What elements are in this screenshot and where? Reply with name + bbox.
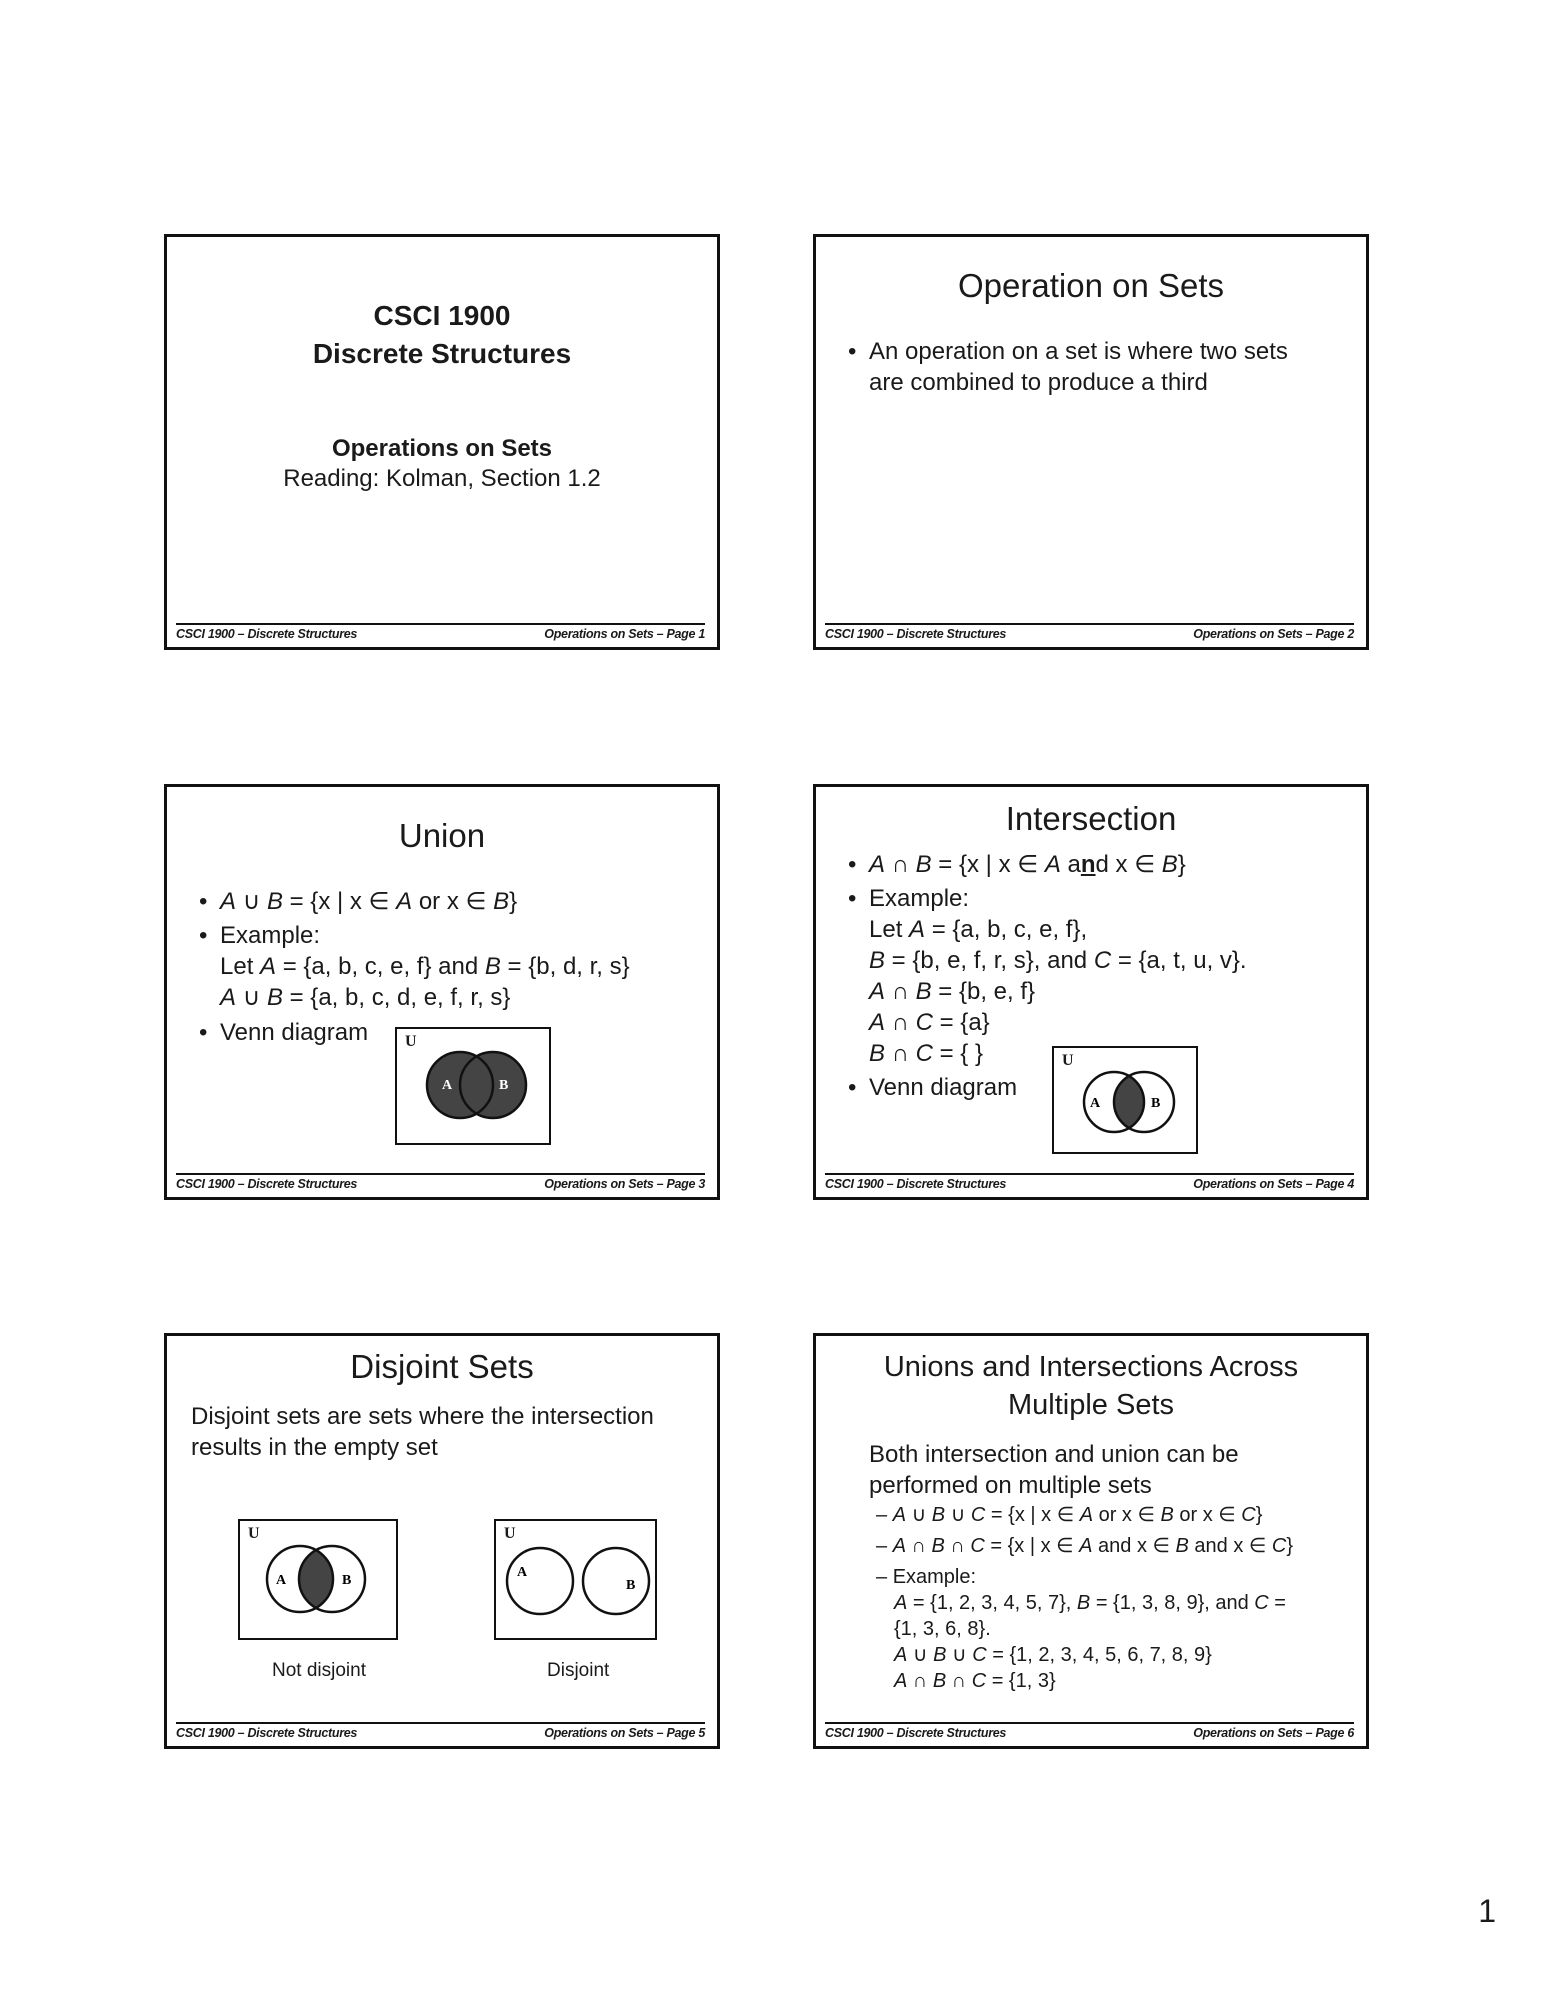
- slide-title: Operation on Sets: [958, 267, 1224, 304]
- svg-text:B: B: [626, 1578, 636, 1593]
- venn-union: U A B: [395, 1027, 551, 1145]
- union-definition: – A ∪ B ∪ C = {x | x ∈ A or x ∈ B or x ∈ C}: [876, 1504, 1263, 1526]
- bullet-venn: • Venn diagram: [199, 1019, 369, 1046]
- example-line-2: B = {b, e, f, r, s}, and C = {a, t, u, v}.: [869, 947, 1247, 974]
- reading-text: Reading: Kolman, Section 1.2: [283, 465, 601, 492]
- svg-text:A: A: [276, 1573, 287, 1588]
- svg-text:A: A: [517, 1565, 528, 1580]
- example-line-5: B ∩ C = { }: [869, 1040, 984, 1067]
- venn-overlap-diagram: [240, 1521, 400, 1642]
- venn-not-disjoint: U A B: [238, 1519, 398, 1640]
- example-line: Let A = {a, b, c, e, f} and B = {b, d, r, s}: [220, 953, 630, 980]
- example-sets-c: {1, 3, 6, 8}.: [894, 1618, 991, 1640]
- example-line-4: A ∩ C = {a}: [869, 1009, 990, 1036]
- bullet: • An operation on a set is where two sets are combined to produce a third: [848, 338, 1288, 396]
- slide-title: CSCI 1900 Discrete Structures: [312, 300, 572, 369]
- svg-text:B: B: [499, 1078, 509, 1093]
- venn-intersection-diagram: [1054, 1048, 1200, 1156]
- venn-disjoint-diagram: [496, 1521, 659, 1642]
- slide-footer: CSCI 1900 – Discrete Structures Operations on Sets – Page 1: [176, 623, 705, 641]
- venn-disjoint: U A B: [494, 1519, 657, 1640]
- slide-footer: CSCI 1900 – Discrete Structures Operations on Sets – Page 3: [176, 1173, 705, 1191]
- venn-intersection: U A B: [1052, 1046, 1198, 1154]
- slide-subtitle: Operations on Sets: [331, 435, 553, 462]
- slide-title: Intersection: [1005, 800, 1177, 837]
- slide-footer: CSCI 1900 – Discrete Structures Operations on Sets – Page 6: [825, 1722, 1354, 1740]
- union-result: A ∪ B ∪ C = {1, 2, 3, 4, 5, 6, 7, 8, 9}: [894, 1644, 1212, 1666]
- example-result: A ∪ B = {a, b, c, d, e, f, r, s}: [220, 984, 511, 1011]
- bullet-venn: • Venn diagram: [848, 1074, 1018, 1101]
- page-number: 1: [1478, 1893, 1496, 1929]
- slide-2: [813, 234, 1369, 650]
- example-sets: A = {1, 2, 3, 4, 5, 7}, B = {1, 3, 8, 9}, and C =: [894, 1592, 1286, 1614]
- bullet-example: • Example:: [848, 885, 970, 912]
- caption-not-disjoint: Not disjoint: [272, 1660, 366, 1681]
- bullet-example: • Example:: [199, 922, 321, 949]
- svg-text:A: A: [1090, 1096, 1101, 1111]
- slide-5: [164, 1333, 720, 1749]
- example-line-3: A ∩ B = {b, e, f}: [869, 978, 1036, 1005]
- svg-text:B: B: [1151, 1096, 1161, 1111]
- intersection-definition: – A ∩ B ∩ C = {x | x ∈ A and x ∈ B and x ∈ C}: [876, 1535, 1294, 1557]
- example-line-1: Let A = {a, b, c, e, f},: [869, 916, 1088, 943]
- slide-footer: CSCI 1900 – Discrete Structures Operations on Sets – Page 5: [176, 1722, 705, 1740]
- bullet-intersection-def: • A ∩ B = {x | x ∈ A and x ∈ B}: [848, 851, 1186, 878]
- venn-union-diagram: [397, 1029, 553, 1147]
- example-label: – Example:: [876, 1566, 977, 1588]
- slide-1: [164, 234, 720, 650]
- slide-title: Disjoint Sets: [350, 1348, 534, 1385]
- slide-4: [813, 784, 1369, 1200]
- intersection-result: A ∩ B ∩ C = {1, 3}: [894, 1670, 1056, 1692]
- description: Disjoint sets are sets where the intersection results in the empty set: [191, 1403, 654, 1461]
- svg-text:A: A: [442, 1078, 453, 1093]
- slide-title: Unions and Intersections Across Multiple Sets: [883, 1351, 1299, 1421]
- intro-text: Both intersection and union can be performed on multiple sets: [869, 1441, 1239, 1499]
- slide-footer: CSCI 1900 – Discrete Structures Operations on Sets – Page 4: [825, 1173, 1354, 1191]
- slide-title: Union: [398, 817, 486, 854]
- bullet-union-def: • A ∪ B = {x | x ∈ A or x ∈ B}: [199, 888, 518, 915]
- svg-text:B: B: [342, 1573, 352, 1588]
- slide-3: [164, 784, 720, 1200]
- slide-6: [813, 1333, 1369, 1749]
- slide-footer: CSCI 1900 – Discrete Structures Operations on Sets – Page 2: [825, 623, 1354, 641]
- caption-disjoint: Disjoint: [547, 1660, 610, 1681]
